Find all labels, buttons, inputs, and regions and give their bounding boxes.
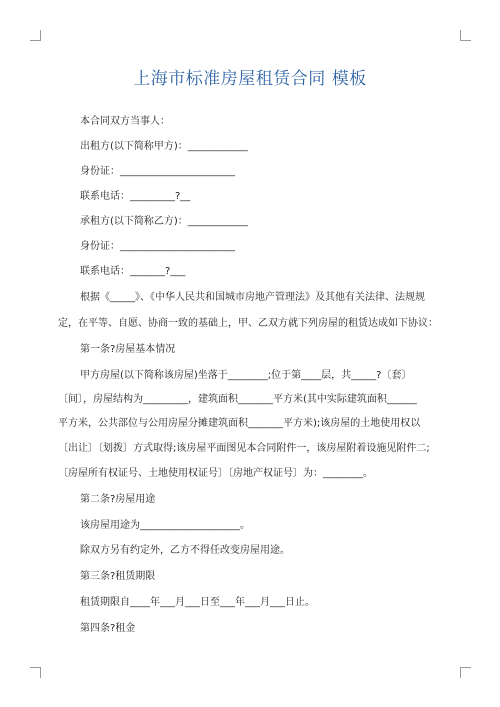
article-1-line-2: 〔间〕，房屋结构为_________，建筑面积_______平方米(其中实际建筑面积______	[58, 394, 417, 405]
preamble-line-2: 定，在平等、自愿、协商一致的基础上，甲、乙双方就下列房屋的租赁达成如下协议：	[58, 318, 438, 329]
lessor-phone-line: 联系电话：_________?__	[80, 191, 191, 202]
article-1-line-3: 平方米，公共部位与公用房屋分摊建筑面积_______平方米);该房屋的土地使用权以	[58, 418, 421, 429]
corner-mark-bottom-left	[30, 667, 41, 678]
corner-mark-top-left	[30, 30, 41, 41]
article-1-line-1: 甲方房屋(以下简称该房屋)坐落于________;位于第____层，共_____?〔套〕	[80, 370, 412, 381]
lessee-line: 承租方(以下简称乙方)：____________	[80, 216, 248, 227]
lessee-phone-line: 联系电话：_______?___	[80, 266, 186, 277]
corner-mark-bottom-right	[460, 667, 471, 678]
parties-heading: 本合同双方当事人：	[80, 116, 170, 127]
article-2-heading: 第二条?房屋用途	[80, 494, 156, 505]
lessee-id-line: 身份证：_______________________	[80, 241, 235, 252]
article-4-heading: 第四条?租金	[80, 623, 136, 634]
article-3-line-1: 租赁期限自____年___月___日至___年___月___日止。	[80, 597, 315, 608]
article-2-line-2: 除双方另有约定外，乙方不得任改变房屋用途。	[80, 545, 290, 556]
article-3-heading: 第三条?租赁期限	[80, 571, 156, 582]
corner-mark-top-right	[460, 30, 471, 41]
lessor-id-line: 身份证：_______________________	[80, 166, 235, 177]
article-1-line-4: 〔出让〕〔划拨〕方式取得;该房屋平面图见本合同附件一，该房屋附着设施见附件二;	[58, 443, 430, 454]
lessor-line: 出租方(以下简称甲方)：____________	[80, 141, 248, 152]
document-title: 上海市标准房屋租赁合同 模板	[133, 69, 367, 89]
article-1-line-5: 〔房屋所有权证号、土地使用权证号〕〔房地产权证号〕为：________。	[58, 468, 373, 479]
preamble-line-1: 根据《_____》、《中华人民共和国城市房地产管理法》及其他有关法律、法规规	[80, 292, 425, 303]
article-1-heading: 第一条?房屋基本情况	[80, 344, 176, 355]
article-2-line-1: 该房屋用途为____________________。	[80, 520, 250, 531]
